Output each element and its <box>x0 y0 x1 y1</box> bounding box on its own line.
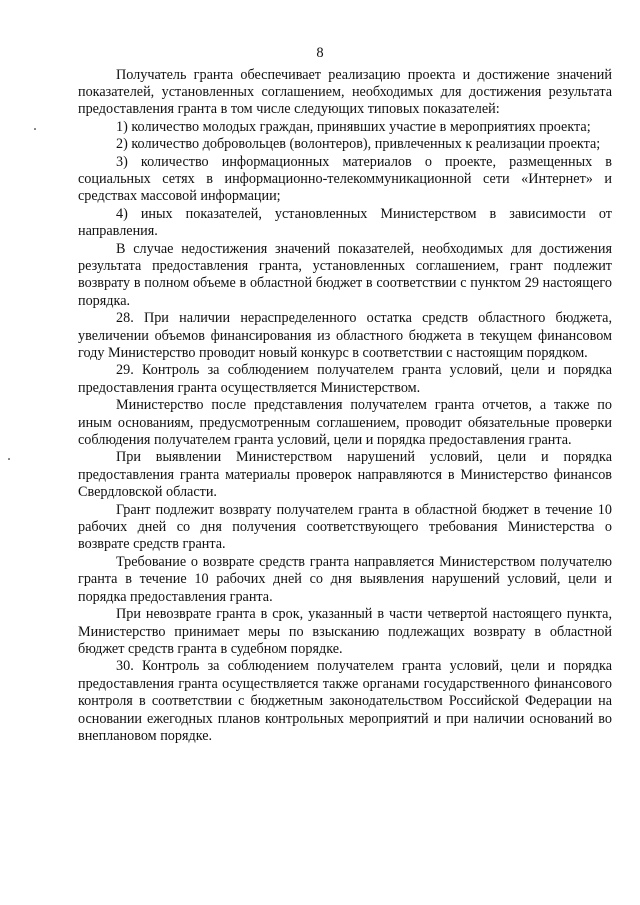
paragraph: Требование о возврате средств гранта направляется Министерством получателю гранта в течение 10 рабочих дней со дня выявления нарушений условий, цели и порядка предоставления гранта. <box>78 553 612 605</box>
document-body <box>78 67 612 746</box>
list-item: 4) иных показателей, установленных Министерством в зависимости от направления. <box>78 205 612 240</box>
list-item: 3) количество информационных материалов о проекте, размещенных в социальных сетях в информационно-телекоммуникационной сети «Интернет» и средствах массовой информации; <box>78 153 612 205</box>
paragraph: При невозврате гранта в срок, указанный в части четвертой настоящего пункта, Министерство принимает меры по взысканию подлежащих возврату в областной бюджет средств гранта в судебном порядке. <box>78 606 612 657</box>
paragraph: Министерство после представления получателем гранта отчетов, а также по иным основаниям, предусмотренным соглашением, проводит обязательные проверки соблюдения получателем гранта условий, цели и порядка предоставления гранта. <box>78 397 612 449</box>
paragraph: Грант подлежит возврату получателем гранта в областной бюджет в течение 10 рабочих дней со дня получения соответствующего требования Министерства о возврате средств гранта. <box>78 501 612 553</box>
page-number: 8 <box>316 45 324 61</box>
paragraph: 29. Контроль за соблюдением получателем гранта условий, цели и порядка предоставления гранта осуществляется Министерством. <box>78 362 612 396</box>
paragraph: 28. При наличии нераспределенного остатка средств областного бюджета, увеличении объемов финансирования из областного бюджета в текущем финансовом году Министерство проводит новый конкурс в соответствии с настоящим порядком. <box>78 310 612 361</box>
paragraph: В случае недостижения значений показателей, необходимых для достижения результата предоставления гранта, установленных соглашением, грант подлежит возврату в полном объеме в областной бюджет в соответствии с пунктом 29 настоящего порядка. <box>78 240 612 309</box>
scan-speck <box>34 128 36 130</box>
scan-speck <box>8 458 10 460</box>
list-item: 2) количество добровольцев (волонтеров), привлеченных к реализации проекта; <box>116 136 601 153</box>
paragraph: При выявлении Министерством нарушений условий, цели и порядка предоставления гранта материалы проверок направляются в Министерство финансов Свердловской области. <box>78 449 612 501</box>
paragraph: Получатель гранта обеспечивает реализацию проекта и достижение значений показателей, установленных соглашением, необходимых для достижения результата предоставления гранта в том числе следующих типовых показателей: <box>78 66 612 118</box>
list-item: 1) количество молодых граждан, принявших участие в мероприятиях проекта; <box>116 118 591 135</box>
paragraph: 30. Контроль за соблюдением получателем гранта условий, цели и порядка предоставления гранта осуществляется также органами государственного финансового контроля в соответствии с бюджетным законодательством Российской Федерации на основании ежегодных планов контрольных мероприятий и при наличии оснований во внеплановом порядке. <box>78 658 612 744</box>
